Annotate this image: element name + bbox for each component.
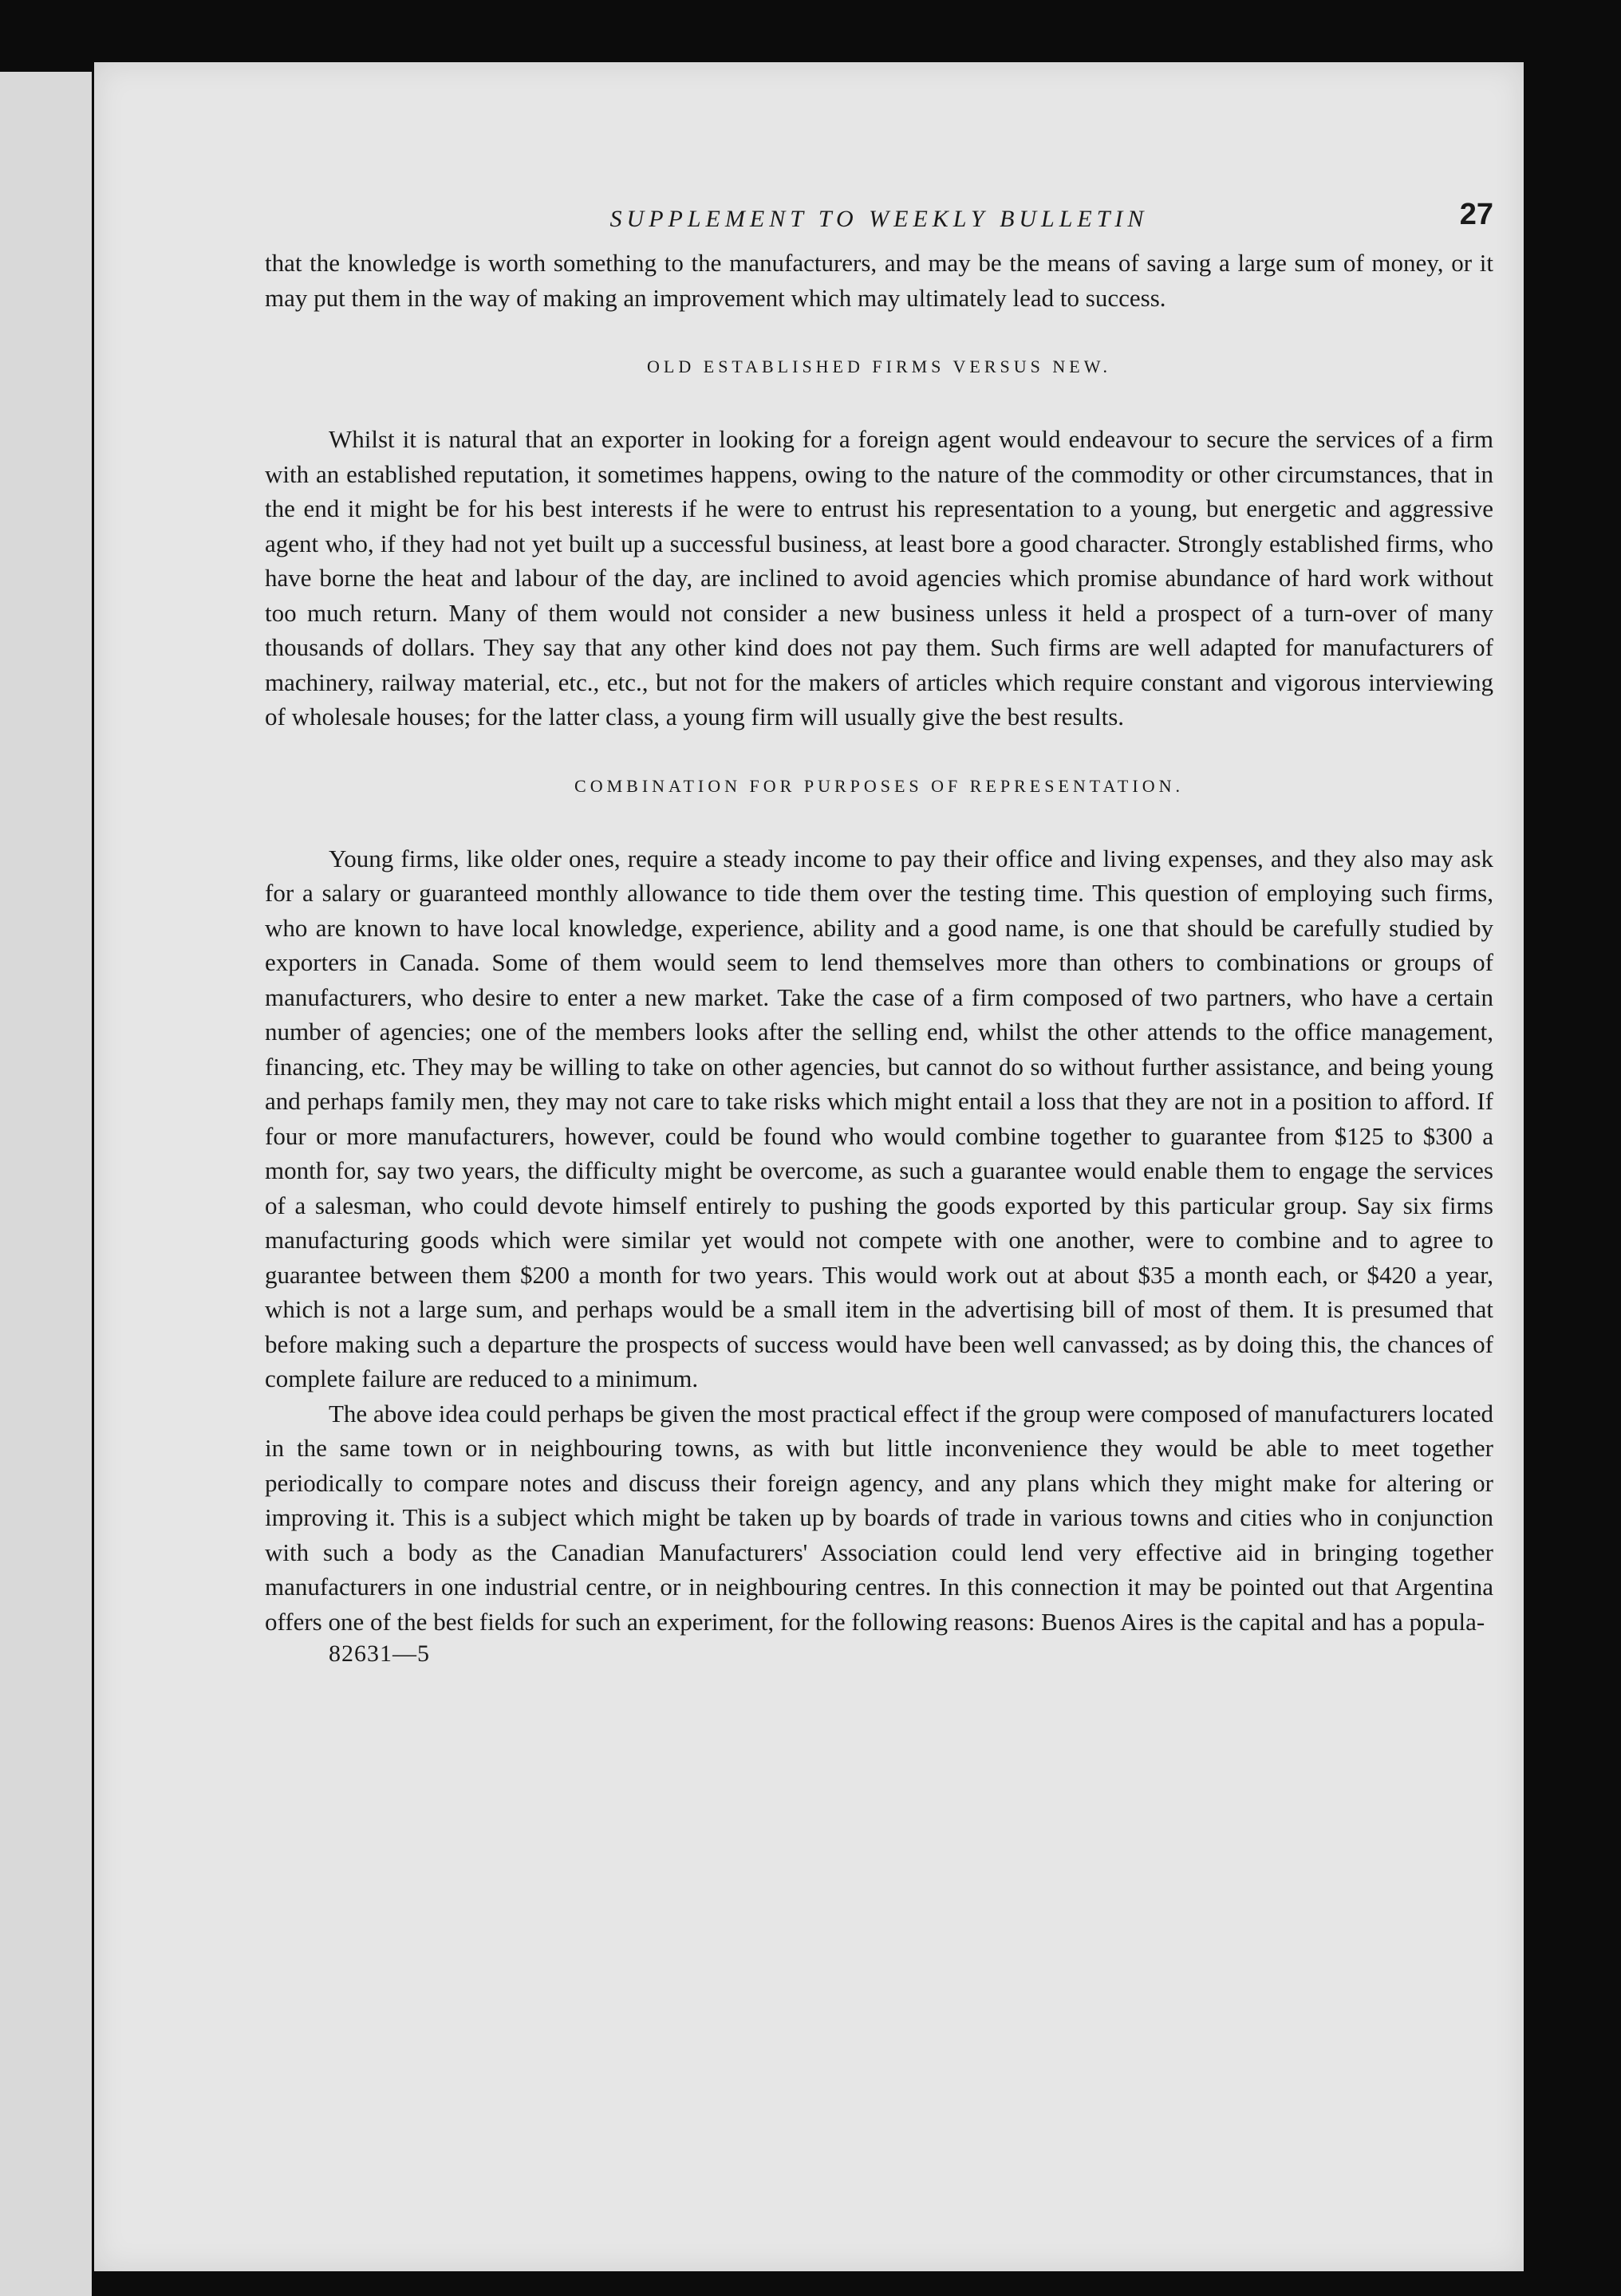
section-heading-combination: COMBINATION FOR PURPOSES OF REPRESENTATION.: [574, 775, 1184, 796]
printer-signature-mark: 82631—5: [329, 1640, 430, 1667]
page-number: 27: [1459, 198, 1493, 231]
section-heading-old-firms: OLD ESTABLISHED FIRMS VERSUS NEW.: [647, 356, 1111, 376]
page-content: [265, 198, 1493, 1668]
running-head: [265, 198, 1493, 246]
old-firms-paragraph: Whilst it is natural that an exporter in looking for a foreign agent would endeavour to secure the services of a firm with an established reputation, it sometimes happens, owing to the nature of the commodity or other circumstances, that in the end it might be for his best interests if he were to entrust his representation to a young, but energetic and aggressive agent who, if they had not yet built up a successful business, at least bore a good character. Strongly established firms, who have borne the heat and labour of the day, are inclined to avoid agencies which promise abundance of hard work without too much return. Many of them would not consider a new business unless it held a prospect of a turn-over of many thousands of dollars. They say that any other kind does not pay them. Such firms are well adapted for manufacturers of machinery, railway material, etc., etc., but not for the makers of articles which require constant and vigorous interviewing of wholesale houses; for the latter class, a young firm will usually give the best results.: [265, 425, 1493, 731]
running-title: SUPPLEMENT TO WEEKLY BULLETIN: [609, 206, 1149, 232]
combination-paragraph-2: The above idea could perhaps be given the most practical effect if the group were composed of manufacturers located in the same town or in neighbouring towns, as with but little inconvenience they would be able to meet together periodically to compare notes and discuss their foreign agency, and any plans which they might make for altering or improving it. This is a subject which might be taken up by boards of trade in various towns and cities who in conjunction with such a body as the Canadian Manufacturers' Association could lend very effective aid in bringing together manufacturers in one industrial centre, or in neighbouring centres. In this connection it may be pointed out that Argentina offers one of the best fields for such an experiment, for the following reasons: Buenos Aires is the capital and has a popula-: [265, 1399, 1493, 1636]
adjacent-page-edge: [0, 72, 92, 2296]
document-page: [94, 62, 1524, 2271]
combination-paragraph-1: Young firms, like older ones, require a steady income to pay their office and living expenses, and they also may ask for a salary or guaranteed monthly allowance to tide them over the testing time. This question of employing such firms, who are known to have local knowledge, experience, ability and a good name, is one that should be carefully studied by exporters in Canada. Some of them would seem to lend themselves more than others to combinations or groups of manufacturers, who desire to enter a new market. Take the case of a firm composed of two partners, who have a certain number of agencies; one of the members looks after the selling end, whilst the other attends to the office management, financing, etc. They may be willing to take on other agencies, but cannot do so without further assistance, and being young and perhaps family men, they may not care to take risks which might entail a loss that they are not in a position to afford. If four or more manufacturers, however, could be found who would combine together to guarantee from $125 to $300 a month for, say two years, the difficulty might be overcome, as such a guarantee would enable them to engage the services of a salesman, who could devote himself entirely to pushing the goods exported by this particular group. Say six firms manufacturing goods which were similar yet would not compete with one another, were to combine and to agree to guarantee between them $200 a month for two years. This would work out at about $35 a month each, or $420 a year, which is not a large sum, and perhaps would be a small item in the advertising bill of most of them. It is presumed that before making such a departure the prospects of success would have been well canvassed; as by doing this, the chances of complete failure are reduced to a minimum.: [265, 844, 1493, 1392]
intro-paragraph: that the knowledge is worth something to the manufacturers, and may be the means of saving a large sum of money, or it may put them in the way of making an improvement which may ultimately lead to success.: [265, 249, 1493, 312]
